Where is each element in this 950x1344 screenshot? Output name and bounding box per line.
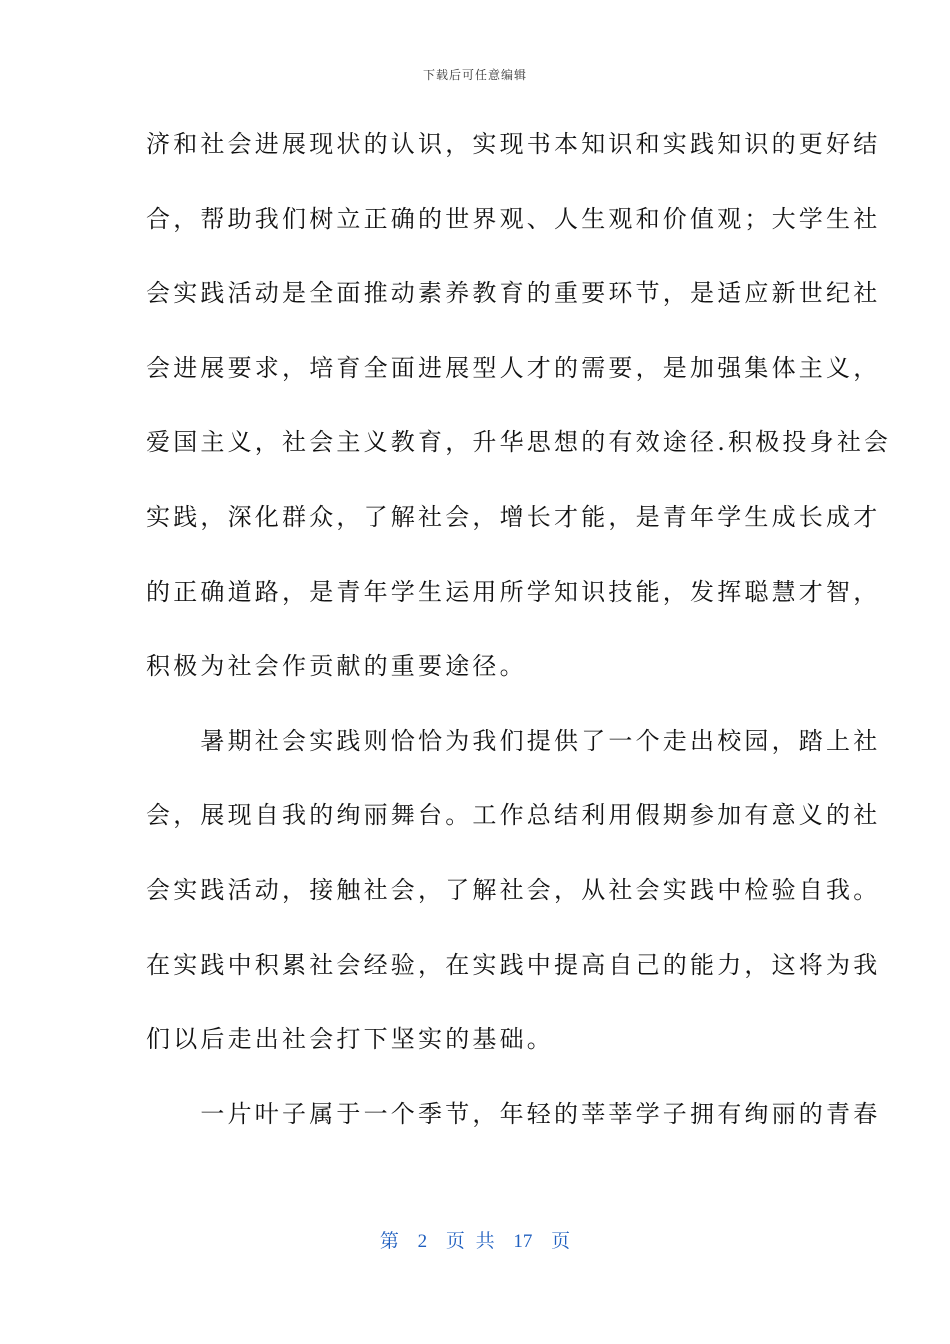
text-line: 在实践中积累社会经验，在实践中提高自己的能力，这将为我 [146,950,881,979]
text-line: 合，帮助我们树立正确的世界观、人生观和价值观；大学生社 [146,204,881,233]
footer-prefix: 第 [379,1231,399,1252]
text-line: 会实践活动，接触社会，了解社会，从社会实践中检验自我。 [146,875,881,904]
footer-total-pages: 17 [513,1231,533,1252]
text-line: 一片叶子属于一个季节，年轻的莘莘学子拥有绚丽的青春 [146,1099,881,1128]
page-footer [0,1226,950,1253]
text-line: 们以后走出社会打下坚实的基础。 [146,1025,554,1054]
page-header: 下载后可任意编辑 [422,68,527,82]
text-line: 会进展要求，培育全面进展型人才的需要，是加强集体主义， [146,353,881,382]
footer-middle: 页 共 [445,1231,495,1252]
text-line: 的正确道路，是青年学生运用所学知识技能，发挥聪慧才智， [146,577,881,606]
text-line: 济和社会进展现状的认识，实现书本知识和实践知识的更好结 [146,130,881,158]
text-line: 暑期社会实践则恰恰为我们提供了一个走出校园，踏上社 [146,726,881,755]
document-body [146,122,892,1166]
footer-suffix: 页 [551,1231,571,1252]
text-line: 会，展现自我的绚丽舞台。工作总结利用假期参加有意义的社 [146,801,881,830]
footer-page-number: 2 [417,1231,428,1252]
text-line: 实践，深化群众，了解社会，增长才能，是青年学生成长成才 [146,502,881,531]
text-line: 爱国主义，社会主义教育，升华思想的有效途径.积极投身社会 [146,428,892,457]
text-line: 积极为社会作贡献的重要途径。 [146,652,527,681]
text-line: 会实践活动是全面推动素养教育的重要环节，是适应新世纪社 [146,279,881,308]
